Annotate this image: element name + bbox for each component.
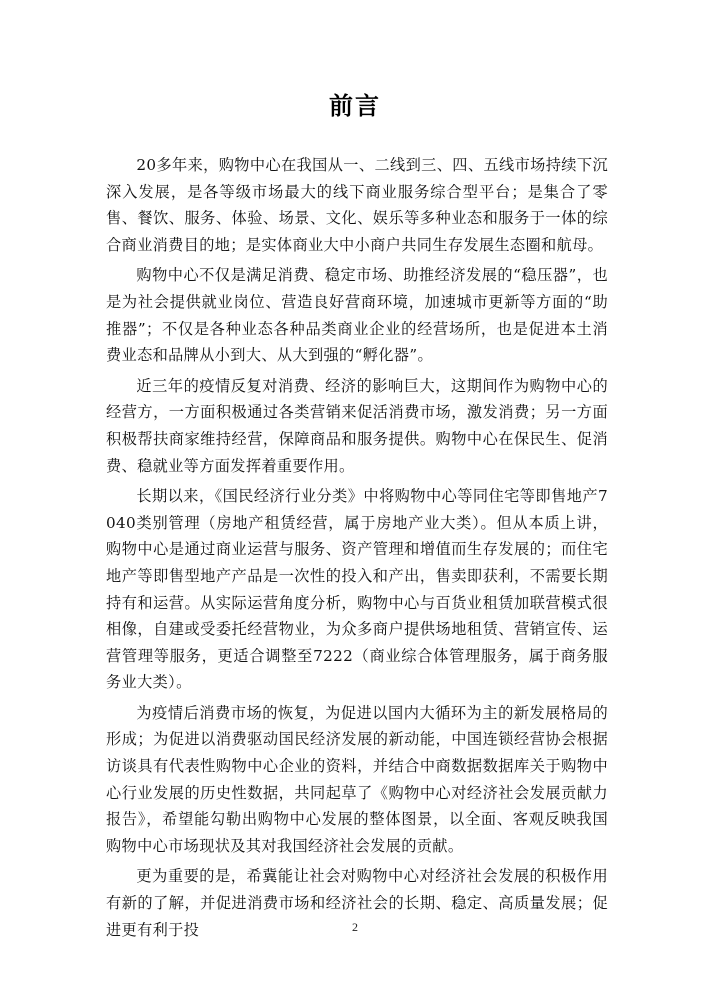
page-title: 前言 (329, 92, 381, 120)
paragraph: 近三年的疫情反复对消费、经济的影响巨大，这期间作为购物中心的经营方，一方面积极通过各类营销来促活消费市场，激发消费；另一方面积极帮扶商家维持经营，保障商品和服务提供。购物中心在保民生、促消费、稳就业等方面发挥着重要作用。 (106, 376, 608, 475)
paragraph: 购物中心不仅是满足消费、稳定市场、助推经济发展的“稳压器”，也是为社会提供就业岗位、营造良好营商环境，加速城市更新等方面的“助推器”；不仅是各种业态各种品类商业企业的经营场所，也是促进本土消费业态和品牌从小到大、从大到强的“孵化器”。 (106, 266, 608, 365)
body-text (106, 152, 608, 947)
paragraph: 为疫情后消费市场的恢复，为促进以国内大循环为主的新发展格局的形成；为促进以消费驱动国民经济发展的新动能，中国连锁经营协会根据访谈具有代表性购物中心企业的资料，并结合中商数据数据库关于购物中心行业发展的历史性数据，共同起草了《购物中心对经济社会发展贡献力报告》，希望能勾勒出购物中心发展的整体图景，以全面、客观反映我国购物中心市场现状及其对我国经济社会发展的贡献。 (106, 703, 608, 855)
paragraph: 更为重要的是，希冀能让社会对购物中心对经济社会发展的积极作用有新的了解，并促进消费市场和经济社会的长期、稳定、高质量发展；促进更有利于投 (106, 867, 608, 939)
paragraph: 长期以来，《国民经济行业分类》中将购物中心等同住宅等即售地产7040类别管理（房地产租赁经营，属于房地产业大类）。但从本质上讲，购物中心是通过商业运营与服务、资产管理和增值而生存发展的；而住宅地产等即售型地产产品是一次性的投入和产出，售卖即获利，不需要长期持有和运营。从实际运营角度分析，购物中心与百货业租赁加联营模式很相像，自建或受委托经营物业，为众多商户提供场地租赁、营销宣传、运营管理等服务，更适合调整至7222（商业综合体管理服务，属于商务服务业大类）。 (106, 487, 608, 692)
page-number: 2 (352, 920, 358, 934)
paragraph: 20多年来，购物中心在我国从一、二线到三、四、五线市场持续下沉深入发展，是各等级市场最大的线下商业服务综合型平台；是集合了零售、餐饮、服务、体验、场景、文化、娱乐等多种业态和服务于一体的综合商业消费目的地；是实体商业大中小商户共同生存发展生态圈和航母。 (106, 156, 608, 254)
